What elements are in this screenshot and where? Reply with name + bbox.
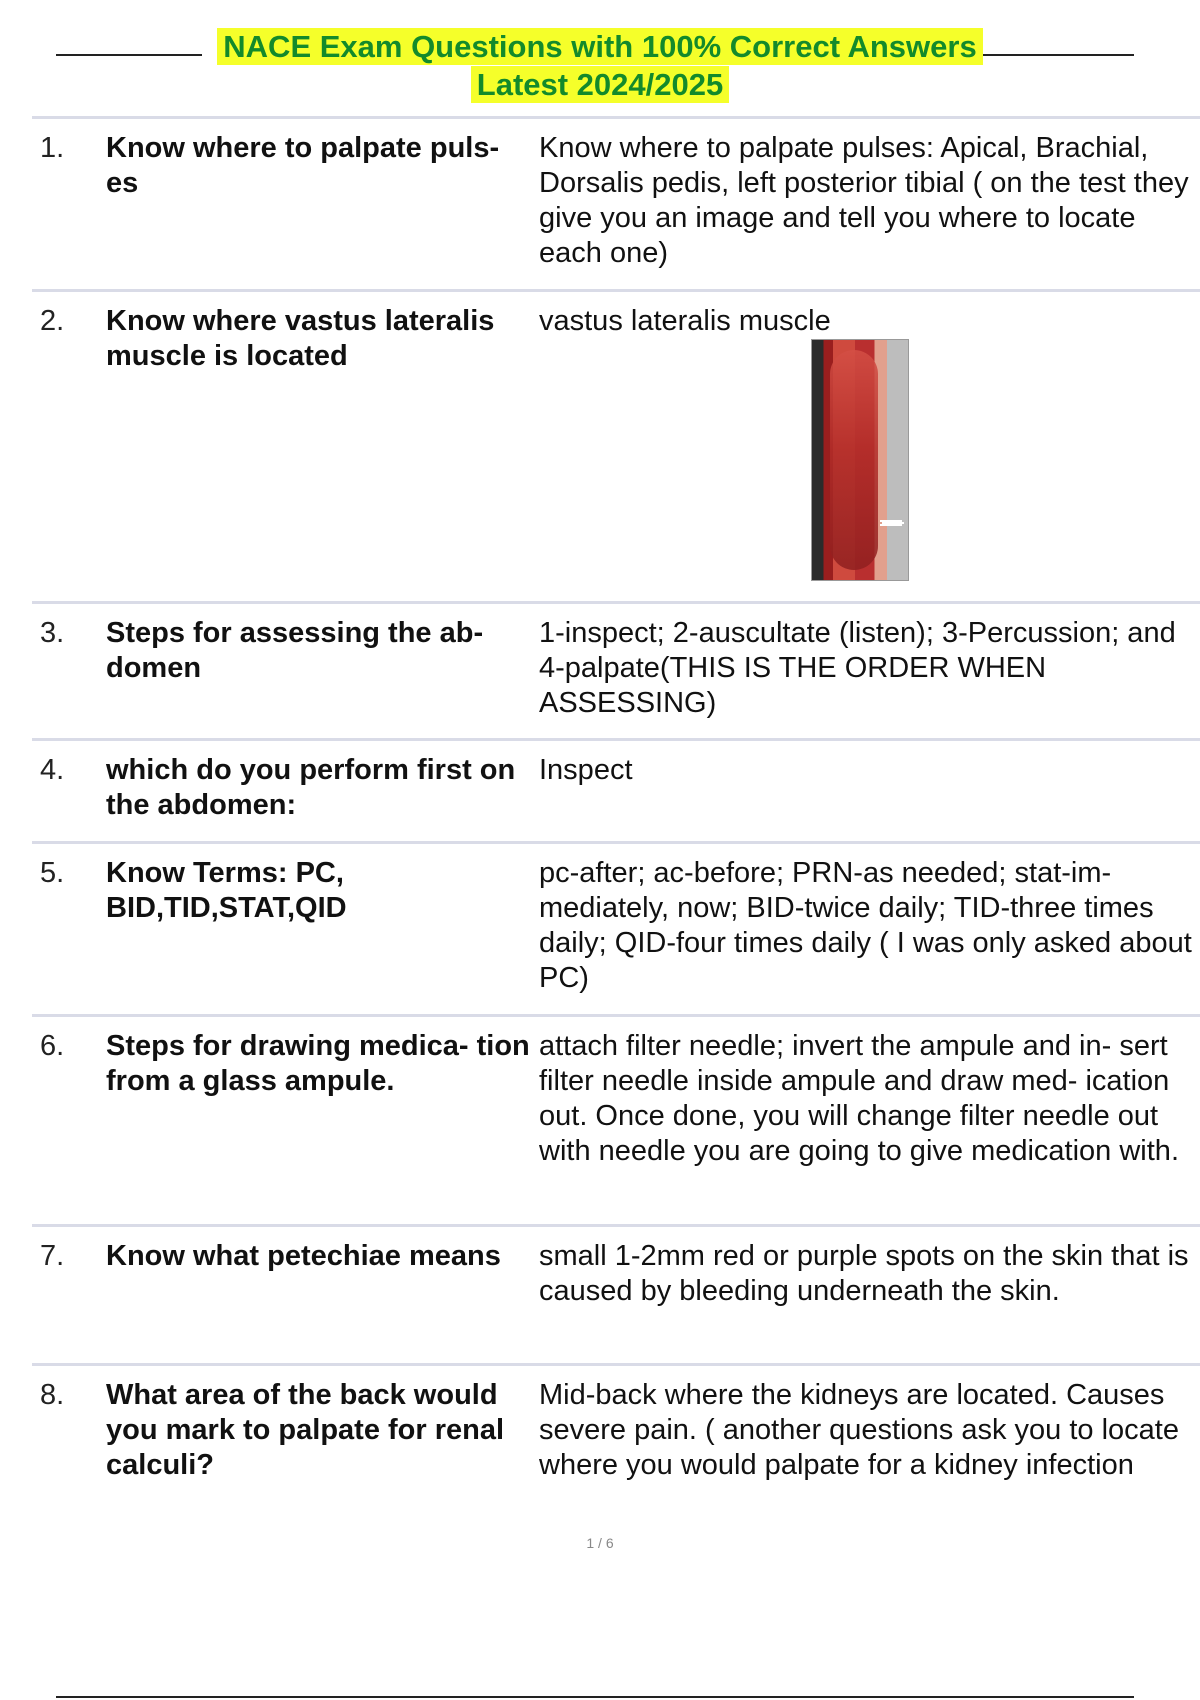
qa-row: [32, 841, 1200, 1014]
answer-text: 1-inspect; 2-auscultate (listen); 3-Percussion; and 4-palpate(THIS IS THE ORDER WHEN ASSESSING): [539, 617, 1176, 719]
answer-text: small 1-2mm red or purple spots on the skin that is caused by bleeding underneath the skin.: [539, 1240, 1189, 1307]
answer-cell: [539, 304, 1199, 581]
question-text: Steps for assessing the ab- domen: [106, 617, 484, 684]
vastus-lateralis-image: [811, 339, 909, 581]
row-number: 1.: [40, 132, 65, 164]
row-number: 5.: [40, 857, 65, 889]
qa-row: [32, 1224, 1200, 1363]
bottom-rule: [56, 1696, 1134, 1698]
qa-row: [32, 116, 1200, 289]
question-text: What area of the back would you mark to palpate for renal calculi?: [106, 1379, 505, 1481]
answer-text: Know where to palpate pulses: Apical, Brachial, Dorsalis pedis, left posterior tibial ( on the test they give you an image and tell you where to locate each one): [539, 132, 1189, 269]
answer-text: vastus lateralis muscle: [539, 305, 831, 337]
question-text: Know where vastus lateralis muscle is located: [106, 305, 495, 372]
qa-row: [32, 1363, 1200, 1536]
answer-text: Mid-back where the kidneys are located. Causes severe pain. ( another questions ask you to locate where you would palpate for a kidney infection: [539, 1379, 1179, 1481]
question-text: Know Terms: PC, BID,TID,STAT,QID: [106, 857, 347, 924]
question-text: which do you perform first on the abdomen:: [106, 754, 516, 821]
question-text: Know where to palpate puls- es: [106, 132, 500, 199]
title-line-1: NACE Exam Questions with 100% Correct Answers: [217, 28, 982, 65]
row-number: 6.: [40, 1030, 65, 1062]
title-line-2: Latest 2024/2025: [471, 66, 729, 103]
qa-row: [32, 738, 1200, 841]
row-number: 8.: [40, 1379, 65, 1411]
row-number: 2.: [40, 305, 65, 337]
row-number: 4.: [40, 754, 65, 786]
page-number: 1 / 6: [586, 1535, 614, 1551]
question-text: Steps for drawing medica- tion from a glass ampule.: [106, 1030, 530, 1097]
qa-table: [32, 116, 1200, 1536]
qa-row: [32, 601, 1200, 738]
row-number: 3.: [40, 617, 65, 649]
answer-text: attach filter needle; invert the ampule and in- sert filter needle inside ampule and draw med- ication out. Once done, you will change filter needle out with needle you are going to give medication with.: [539, 1030, 1179, 1167]
qa-row: [32, 289, 1200, 601]
answer-text: Inspect: [539, 754, 633, 786]
question-text: Know what petechiae means: [106, 1240, 501, 1272]
document-title: [0, 28, 1200, 104]
answer-text: pc-after; ac-before; PRN-as needed; stat-im- mediately, now; BID-twice daily; TID-three times daily; QID-four times daily ( I was only asked about PC): [539, 857, 1192, 994]
row-number: 7.: [40, 1240, 65, 1272]
qa-row: [32, 1014, 1200, 1224]
